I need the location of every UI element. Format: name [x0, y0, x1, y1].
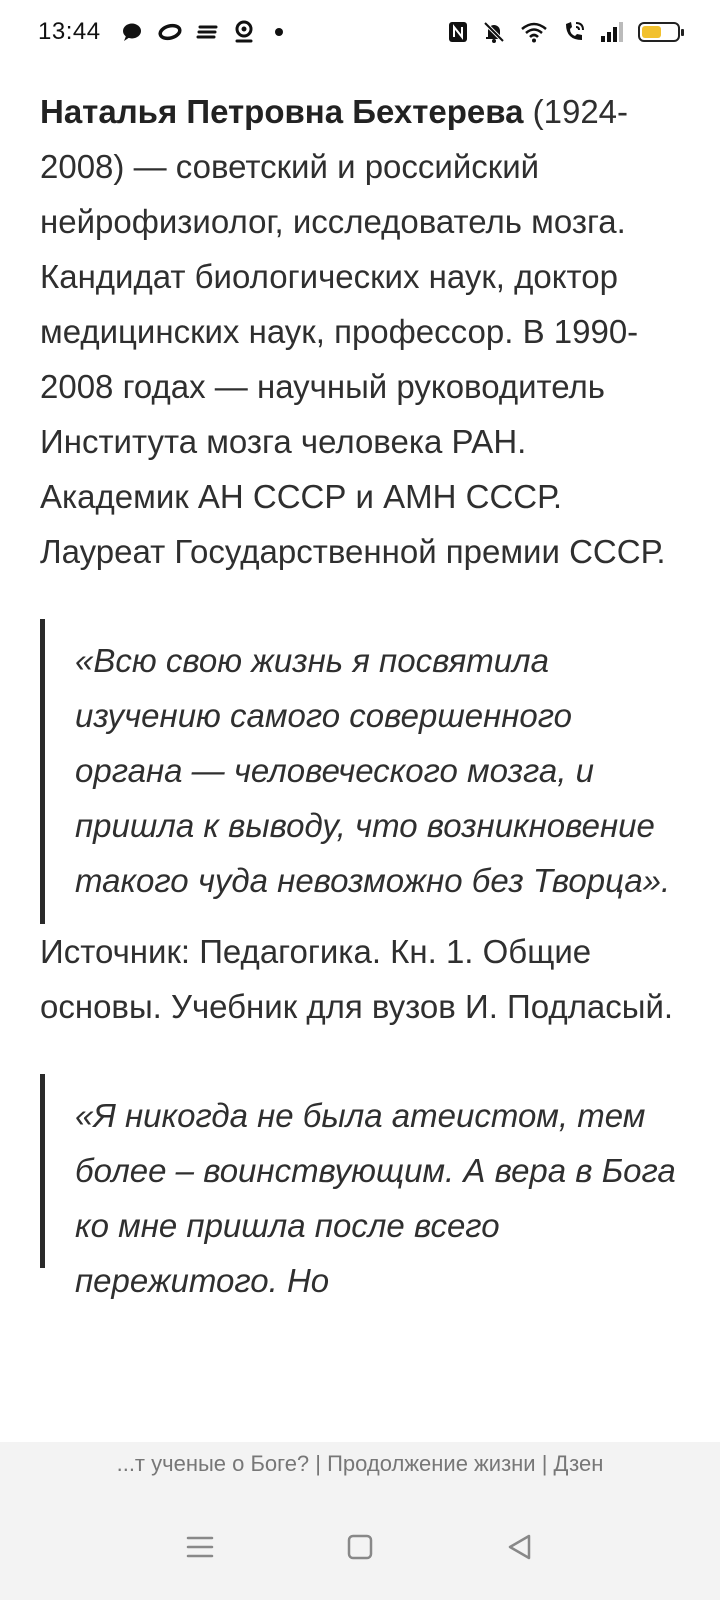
- intro-text: (1924-2008) — советский и российский нейрофизиолог, исследователь мозга. Кандидат биологических наук, доктор медицинских наук, профессор. В 1990-2008 годах — научный руководитель Института мозга человека РАН. Академик АН СССР и АМН СССР. Лауреат Государственной премии СССР.: [40, 93, 666, 570]
- intro-name: Наталья Петровна Бехтерева: [40, 93, 524, 130]
- chat-head-icon: [233, 18, 255, 46]
- source-paragraph: Источник: Педагогика. Кн. 1. Общие основы. Учебник для вузов И. Подласый.: [40, 933, 674, 1025]
- dot-icon: [275, 28, 283, 36]
- status-left: [38, 18, 283, 46]
- chat-bubble-icon: [121, 18, 143, 46]
- bottom-area: [0, 1442, 720, 1600]
- intro-paragraph: [40, 84, 680, 579]
- back-button[interactable]: [490, 1517, 550, 1577]
- status-time: 13:44: [38, 18, 101, 45]
- quote-block-2: «Я никогда не была атеистом, тем более – воинствующим. А вера в Бога ко мне пришла после всего пережитого. Но: [40, 1074, 680, 1268]
- wifi-icon: [520, 18, 548, 46]
- menu-icon: [185, 1532, 215, 1562]
- status-bar: [0, 0, 720, 64]
- browser-page-title[interactable]: ...т ученые о Боге? | Продолжение жизни | Дзен: [116, 1451, 604, 1476]
- home-square-icon: [345, 1532, 375, 1562]
- stack-lines-icon: [197, 18, 219, 46]
- menu-button[interactable]: [170, 1517, 230, 1577]
- home-button[interactable]: [330, 1517, 390, 1577]
- article-content: [40, 84, 680, 1299]
- ring-icon: [157, 18, 183, 46]
- navigation-bar: [0, 1494, 720, 1600]
- nfc-icon: [448, 18, 468, 46]
- status-right: [448, 18, 680, 46]
- battery-icon: [638, 22, 680, 42]
- battery-level-fill: [642, 26, 661, 38]
- bell-muted-icon: [482, 18, 506, 46]
- quote-block-1: «Всю свою жизнь я посвятила изучению самого совершенного органа — человеческого мозга, и пришла к выводу, что возникновение такого чуда невозможно без Творца».: [40, 619, 680, 924]
- wifi-calling-icon: [562, 18, 586, 46]
- signal-icon: [600, 18, 624, 46]
- back-triangle-icon: [505, 1532, 535, 1562]
